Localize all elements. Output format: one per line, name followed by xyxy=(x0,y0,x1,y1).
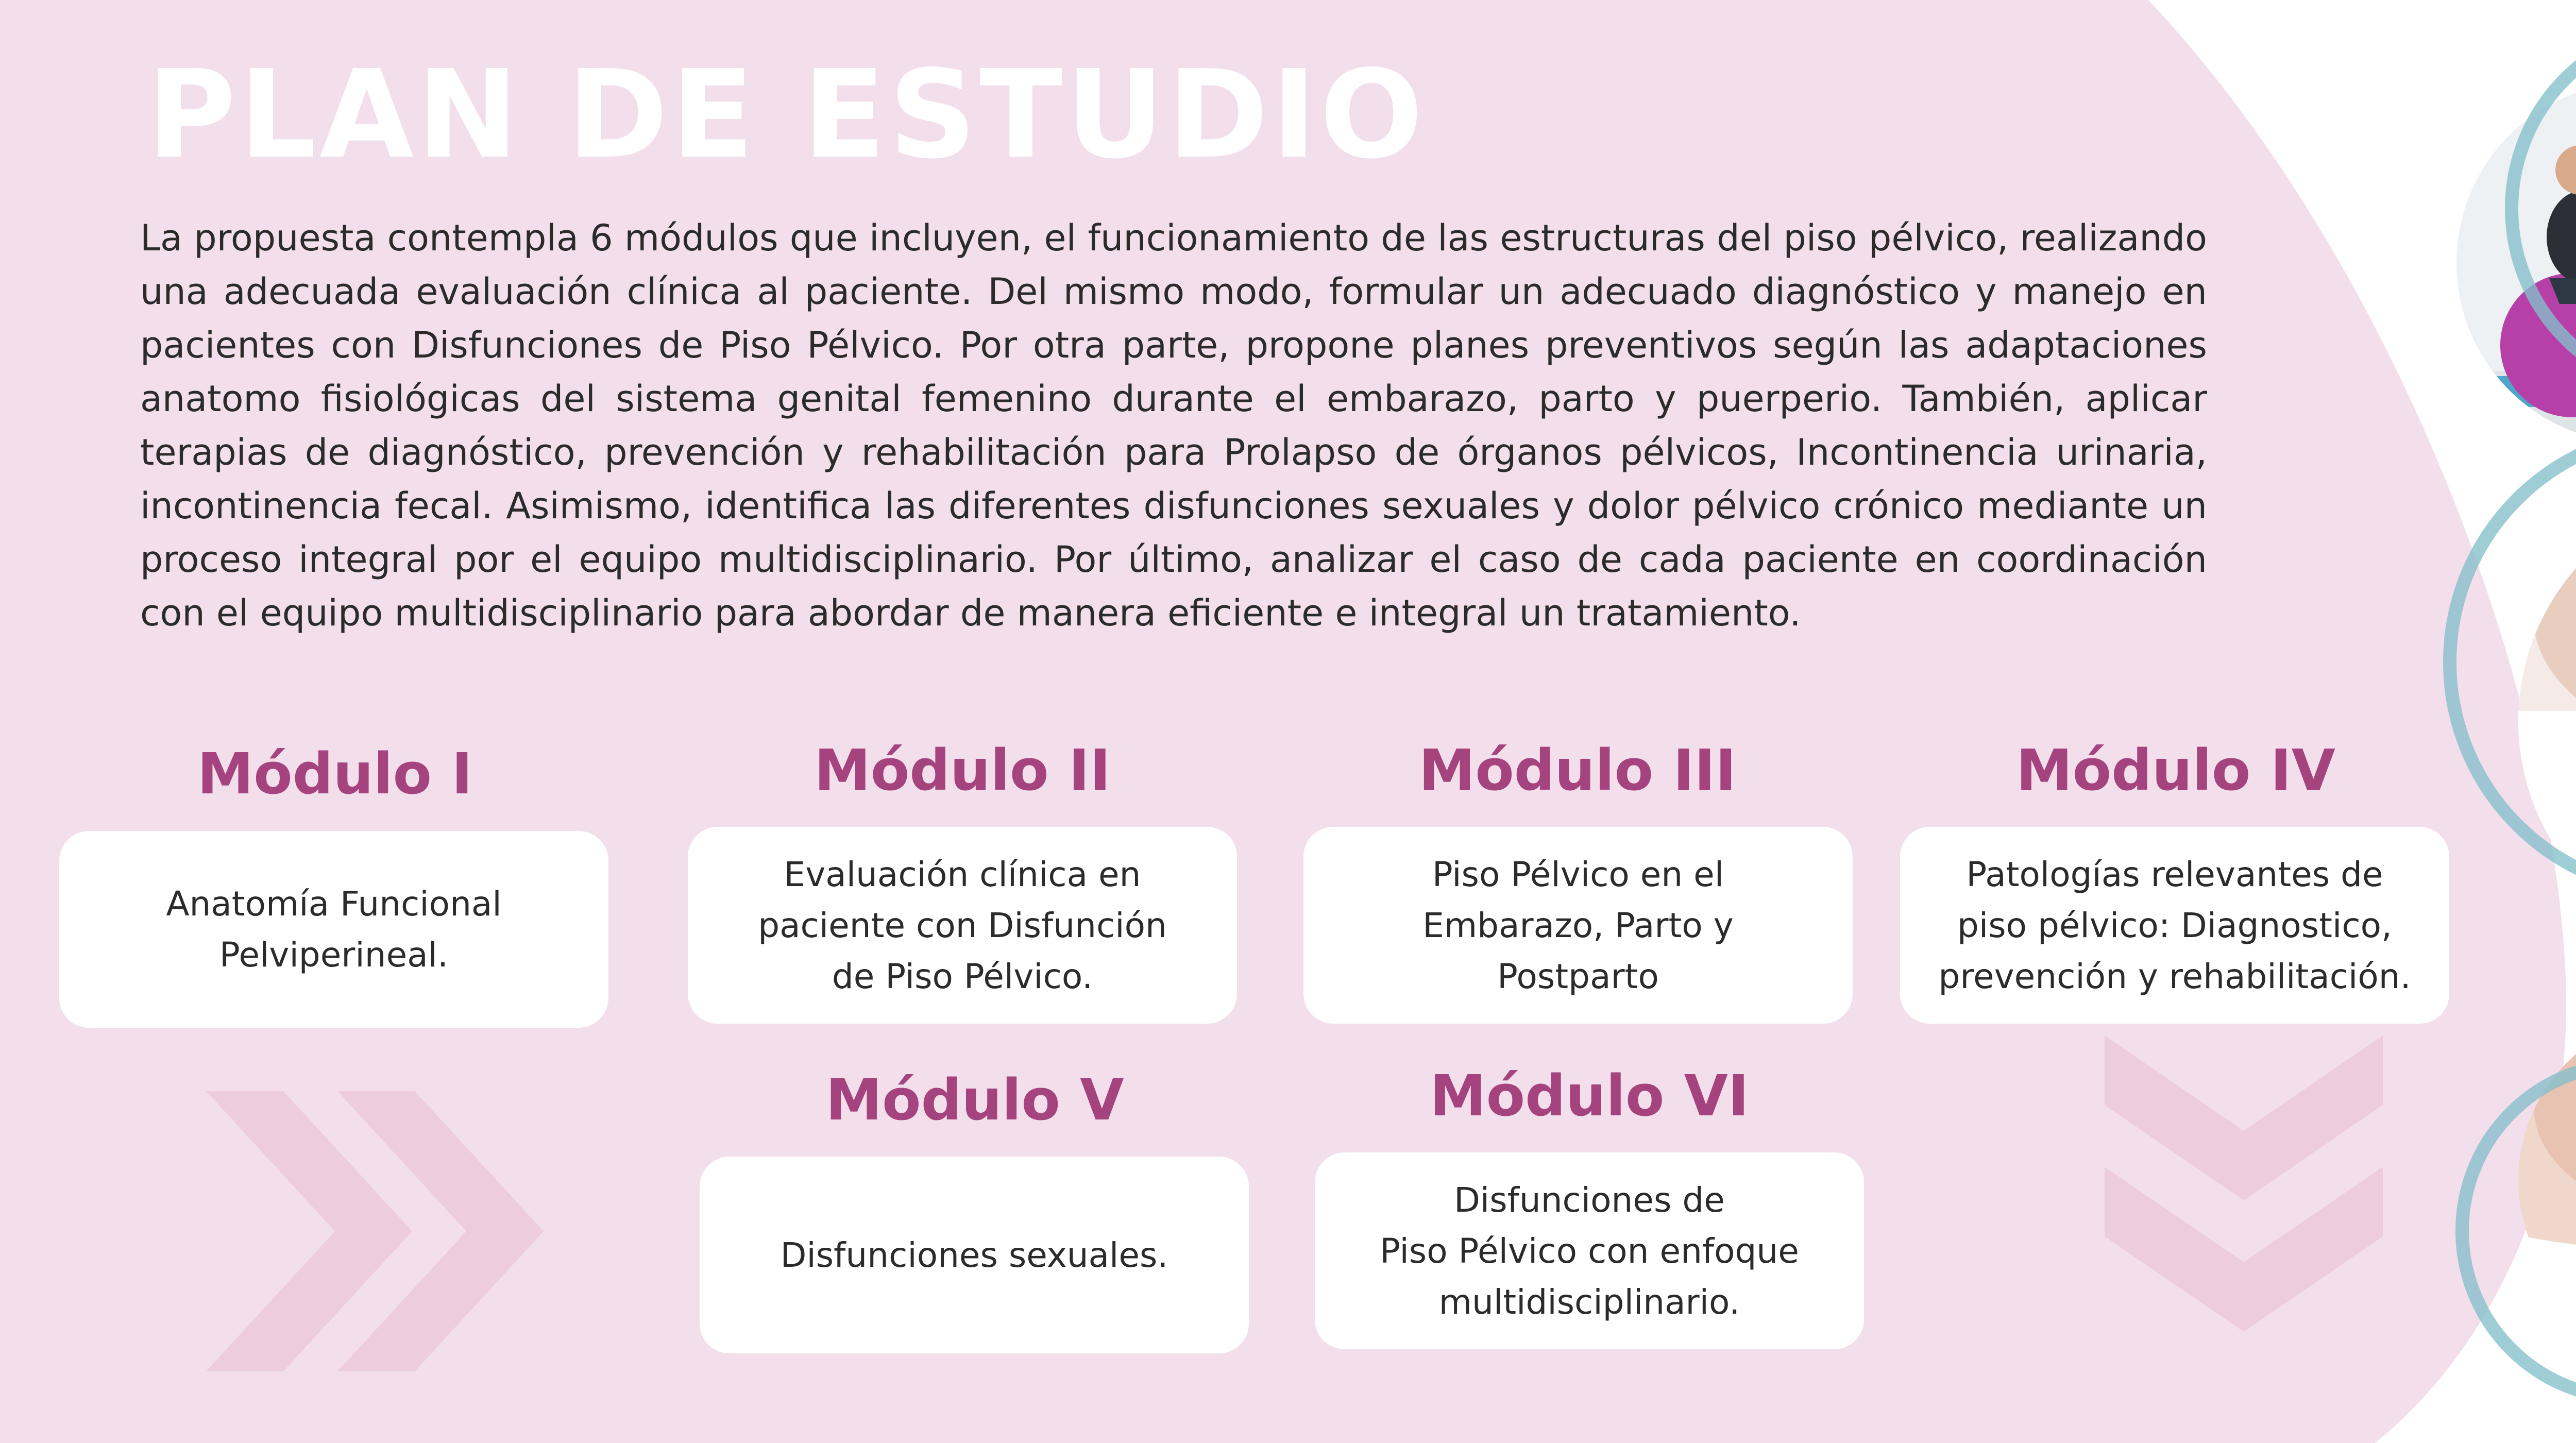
module-4-title: Módulo IV xyxy=(2016,737,2335,803)
module-6-card xyxy=(1315,1152,1864,1349)
module-1-card xyxy=(59,831,608,1028)
module-3-text: Piso Pélvico en el Embarazo, Parto y Postparto xyxy=(1422,854,1734,996)
module-2-card xyxy=(688,827,1237,1024)
module-4-card xyxy=(1900,827,2449,1024)
module-3-title: Módulo III xyxy=(1418,737,1737,803)
intro-paragraph: La propuesta contempla 6 módulos que incluyen, el funcionamiento de las estructuras del piso pélvico, realizando una adecuada evaluación clínica al paciente. Del mismo modo, formular un adecuado diagnóstico y manejo en pacientes con Disfunciones de Piso Pélvico. Por otra parte, propone planes preventivos según las adaptaciones anatomo fisiológicas del sistema genital femenino durante el embarazo, parto y puerperio. También, aplicar terapias de diagnóstico, prevención y rehabilitación para Prolapso de órganos pélvicos, Incontinencia urinaria, incontinencia fecal. Asimismo, identifica las diferentes disfunciones sexuales y dolor pélvico crónico mediante un proceso integral por el equipo multidisciplinario. Por último, analizar el caso de cada paciente en coordinación con el equipo multidisciplinario para abordar de manera eficiente e integral un tratamiento. xyxy=(140,217,2207,634)
module-6-text: Disfunciones de Piso Pélvico con enfoque multidisciplinario. xyxy=(1380,1180,1799,1322)
module-3-card xyxy=(1303,827,1853,1024)
module-2-title: Módulo II xyxy=(814,737,1111,803)
module-5-text: Disfunciones sexuales. xyxy=(780,1235,1168,1275)
module-6-title: Módulo VI xyxy=(1430,1063,1749,1129)
module-2-text: Evaluación clínica en paciente con Disfunción de Piso Pélvico. xyxy=(758,854,1167,996)
module-1-text: Anatomía Funcional Pelviperineal. xyxy=(166,884,502,975)
module-5-card xyxy=(700,1157,1249,1353)
module-4-text: Patologías relevantes de piso pélvico: Diagnostico, prevención y rehabilitación. xyxy=(1938,854,2411,996)
page-title: PLAN DE ESTUDIO xyxy=(147,44,1427,185)
module-1-title: Módulo I xyxy=(197,741,473,807)
module-5-title: Módulo V xyxy=(825,1067,1124,1133)
